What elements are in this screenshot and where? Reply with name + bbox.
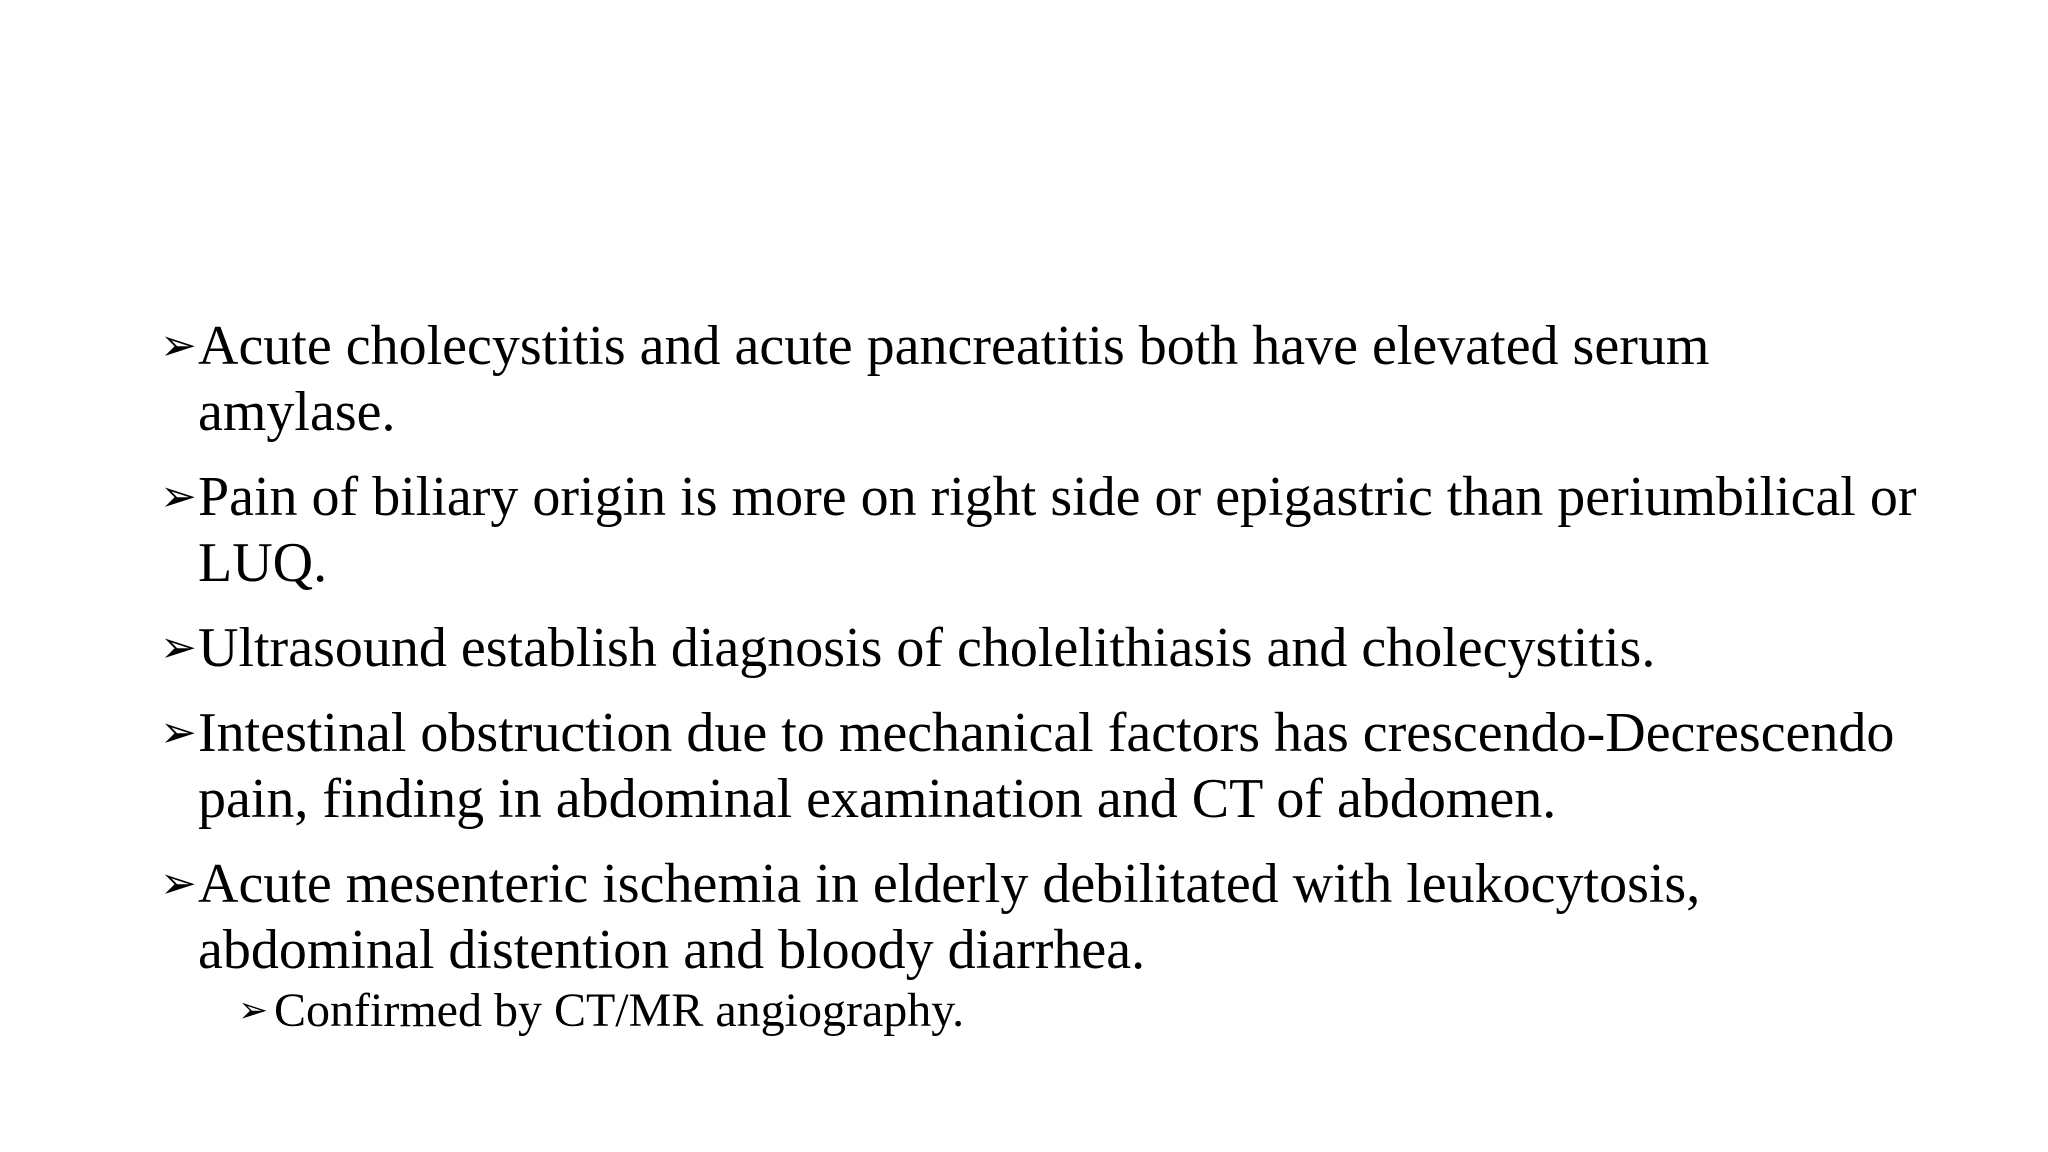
sub-bullet-item xyxy=(238,983,1920,1039)
bullet-item xyxy=(160,851,1920,983)
arrow-bullet-icon: ➢ xyxy=(160,707,197,758)
bullet-item xyxy=(160,313,1920,445)
bullet-text: Acute mesenteric ischemia in elderly debilitated with leukocytosis, abdominal distention and bloody diarrhea. xyxy=(198,853,1701,981)
slide-content xyxy=(160,313,1920,1039)
arrow-bullet-icon: ➢ xyxy=(160,471,197,522)
bullet-text: Intestinal obstruction due to mechanical factors has crescendo-Decrescendo pain, finding in abdominal examination and CT of abdomen. xyxy=(198,702,1895,830)
arrow-bullet-icon: ➢ xyxy=(160,858,197,909)
arrow-bullet-icon: ➢ xyxy=(160,622,197,673)
bullet-item xyxy=(160,464,1920,596)
arrow-bullet-icon: ➢ xyxy=(160,320,197,371)
bullet-text: Ultrasound establish diagnosis of cholelithiasis and cholecystitis. xyxy=(198,617,1656,679)
arrow-bullet-icon: ➢ xyxy=(238,990,269,1031)
bullet-text: Acute cholecystitis and acute pancreatitis both have elevated serum amylase. xyxy=(198,315,1710,443)
bullet-item xyxy=(160,700,1920,832)
bullet-item xyxy=(160,615,1920,681)
sub-bullet-text: Confirmed by CT/MR angiography. xyxy=(274,984,965,1037)
bullet-text: Pain of biliary origin is more on right side or epigastric than periumbilical or LUQ. xyxy=(198,466,1917,594)
